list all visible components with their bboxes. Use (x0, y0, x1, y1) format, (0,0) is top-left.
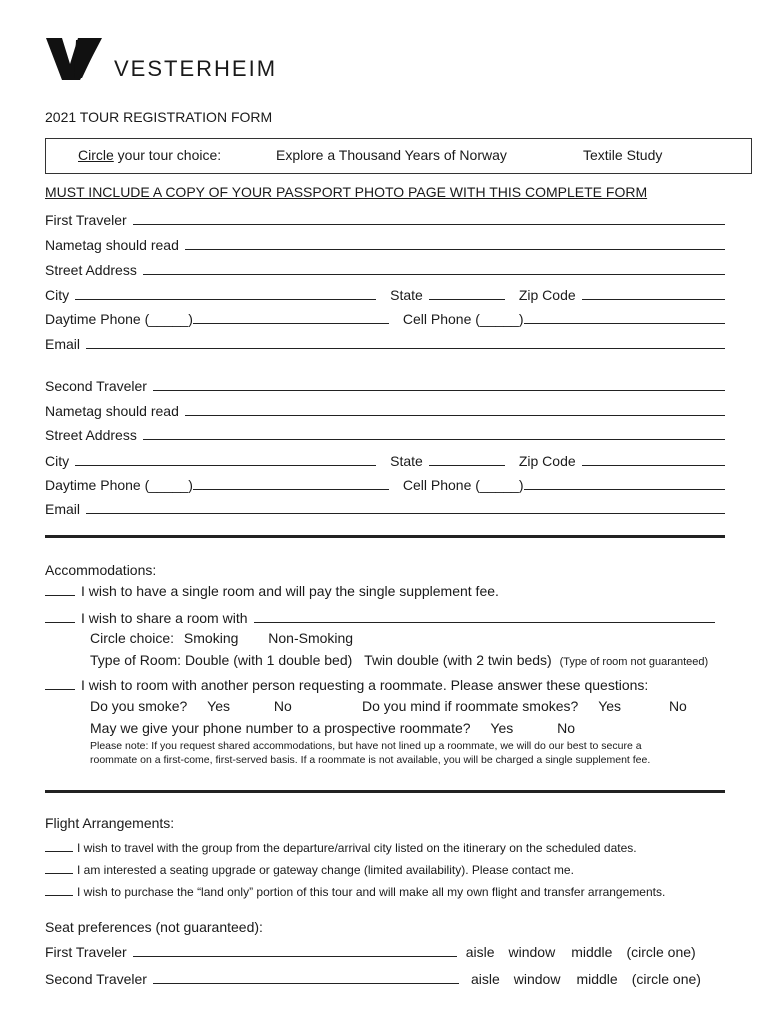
single-room-text: I wish to have a single room and will pay the single supplement fee. (81, 583, 499, 599)
seat-first-window[interactable]: window (508, 944, 556, 960)
zip-label-2: Zip Code (518, 453, 576, 469)
seat-second-aisle[interactable]: aisle (470, 971, 500, 987)
flight-option-3-text: I wish to purchase the “land only” portion of this tour and will make all my own flight and transfer arrangements. (77, 885, 666, 899)
email-label-2: Email (45, 501, 81, 517)
street-address-label: Street Address (45, 262, 137, 278)
q-mind: Do you mind if roommate smokes? (362, 698, 579, 714)
seat-first-circle-one: (circle one) (626, 944, 696, 960)
email-label: Email (45, 336, 81, 352)
seat-second-window[interactable]: window (513, 971, 561, 987)
second-traveler-line[interactable] (153, 379, 725, 391)
tour-option-norway[interactable]: Explore a Thousand Years of Norway (276, 147, 507, 163)
city-label: City (45, 287, 70, 303)
seat-second-middle[interactable]: middle (576, 971, 618, 987)
flight-option-1[interactable] (45, 840, 637, 855)
cell-phone-label-2: Cell Phone (_____) (402, 477, 524, 493)
smoking-option[interactable]: Smoking (183, 630, 239, 646)
tour-choice-label (78, 147, 221, 163)
q-smoke-yes[interactable]: Yes (207, 698, 231, 714)
single-room-option[interactable] (45, 583, 499, 599)
nametag-field[interactable] (45, 233, 725, 253)
accommodations-note-2: roommate on a first-come, first-served basis. If a roommate is not available, you will be charged a single supplement fee. (90, 754, 651, 766)
seat-second-traveler-row (45, 967, 725, 987)
flight-option-1-blank[interactable] (45, 840, 73, 852)
q-smoke-no[interactable]: No (273, 698, 292, 714)
non-smoking-option[interactable]: Non-Smoking (268, 630, 354, 646)
street-address-label-2: Street Address (45, 427, 137, 443)
street-address-line[interactable] (143, 263, 725, 275)
first-traveler-label: First Traveler (45, 212, 127, 228)
daytime-phone-line-2[interactable] (193, 478, 389, 490)
nametag-label: Nametag should read (45, 237, 179, 253)
first-traveler-line[interactable] (133, 213, 725, 225)
email-line[interactable] (86, 337, 725, 349)
city-line-2[interactable] (75, 454, 376, 466)
share-room-blank[interactable] (45, 611, 75, 623)
seat-second-traveler-label: Second Traveler (45, 971, 147, 987)
city-line[interactable] (75, 288, 376, 300)
double-option[interactable]: Double (with 1 double bed) (184, 652, 353, 668)
passport-notice: MUST INCLUDE A COPY OF YOUR PASSPORT PHOTO PAGE WITH THIS COMPLETE FORM (45, 184, 648, 200)
flight-option-1-text: I wish to travel with the group from the departure/arrival city listed on the itinerary on the scheduled dates. (77, 841, 637, 855)
flight-option-2[interactable] (45, 862, 574, 877)
section-divider-2 (45, 790, 725, 793)
seat-preferences-heading: Seat preferences (not guaranteed): (45, 919, 263, 935)
share-room-option[interactable] (45, 606, 715, 626)
roommate-request-option[interactable] (45, 677, 648, 693)
zip-line-2[interactable] (582, 454, 725, 466)
state-line[interactable] (429, 288, 505, 300)
room-not-guaranteed: (Type of room not guaranteed) (559, 656, 709, 668)
flight-option-2-blank[interactable] (45, 862, 73, 874)
smoke-question-row (90, 698, 292, 714)
nametag-line[interactable] (185, 238, 725, 250)
flight-heading: Flight Arrangements: (45, 815, 175, 831)
roommate-request-text: I wish to room with another person requesting a roommate. Please answer these questions: (81, 677, 649, 693)
state-line-2[interactable] (429, 454, 505, 466)
seat-second-traveler-line[interactable] (153, 972, 459, 984)
mind-question-row (362, 698, 687, 714)
city-label-2: City (45, 453, 70, 469)
cell-phone-line[interactable] (524, 312, 725, 324)
v-logo-icon (46, 38, 102, 80)
nametag-label-2: Nametag should read (45, 403, 179, 419)
seat-first-traveler-row (45, 940, 725, 960)
email-field-2[interactable] (45, 497, 725, 517)
nametag-line-2[interactable] (185, 404, 725, 416)
twin-option[interactable]: Twin double (with 2 twin beds) (364, 652, 552, 668)
circle-word: Circle (78, 147, 114, 163)
state-label: State (390, 287, 423, 303)
tour-choice-label-rest: your tour choice: (113, 147, 222, 163)
q-phone-no[interactable]: No (557, 720, 576, 736)
street-address-field[interactable] (45, 258, 725, 278)
seat-second-circle-one: (circle one) (631, 971, 701, 987)
single-room-blank[interactable] (45, 584, 75, 596)
q-mind-yes[interactable]: Yes (598, 698, 622, 714)
q-mind-no[interactable]: No (668, 698, 687, 714)
state-label-2: State (390, 453, 423, 469)
email-line-2[interactable] (86, 502, 725, 514)
smoking-choice-row (90, 630, 353, 646)
city-state-zip-row (45, 283, 725, 303)
q-phone-yes[interactable]: Yes (490, 720, 514, 736)
share-room-text: I wish to share a room with (81, 610, 248, 626)
accommodations-heading: Accommodations: (45, 562, 157, 578)
city-state-zip-row-2 (45, 449, 725, 469)
share-room-line[interactable] (254, 611, 715, 623)
cell-phone-line-2[interactable] (524, 478, 725, 490)
daytime-phone-label-2: Daytime Phone (_____) (45, 477, 193, 493)
room-type-row (90, 652, 708, 668)
daytime-phone-label: Daytime Phone (_____) (45, 311, 193, 327)
circle-choice-label: Circle choice: (90, 630, 175, 646)
phone-row-2 (45, 473, 725, 493)
room-type-label: Type of Room: (90, 652, 182, 668)
second-traveler-field[interactable] (45, 374, 725, 394)
zip-label: Zip Code (518, 287, 576, 303)
accommodations-note-1: Please note: If you request shared accommodations, but have not lined up a roommate, we will do our best to secure a (90, 740, 642, 752)
email-field[interactable] (45, 332, 725, 352)
daytime-phone-line[interactable] (193, 312, 389, 324)
flight-option-3[interactable] (45, 884, 665, 899)
seat-first-traveler-label: First Traveler (45, 944, 127, 960)
flight-option-2-text: I am interested a seating upgrade or gateway change (limited availability). Please contact me. (77, 863, 574, 877)
zip-line[interactable] (582, 288, 725, 300)
seat-first-aisle[interactable]: aisle (465, 944, 495, 960)
seat-first-middle[interactable]: middle (571, 944, 613, 960)
cell-phone-label: Cell Phone (_____) (402, 311, 524, 327)
q-smoke: Do you smoke? (90, 698, 188, 714)
flight-option-3-blank[interactable] (45, 884, 73, 896)
q-phone: May we give your phone number to a prospective roommate? (90, 720, 471, 736)
first-traveler-field[interactable] (45, 208, 725, 228)
second-traveler-label: Second Traveler (45, 378, 147, 394)
tour-option-textile[interactable]: Textile Study (583, 147, 663, 163)
street-address-field-2[interactable] (45, 423, 725, 443)
phone-question-row (90, 720, 575, 736)
section-divider (45, 535, 725, 538)
phone-row (45, 307, 725, 327)
form-title: 2021 TOUR REGISTRATION FORM (45, 109, 273, 125)
nametag-field-2[interactable] (45, 399, 725, 419)
brand-name: VESTERHEIM (114, 56, 278, 81)
street-address-line-2[interactable] (143, 428, 725, 440)
seat-first-traveler-line[interactable] (133, 945, 457, 957)
roommate-request-blank[interactable] (45, 678, 75, 690)
